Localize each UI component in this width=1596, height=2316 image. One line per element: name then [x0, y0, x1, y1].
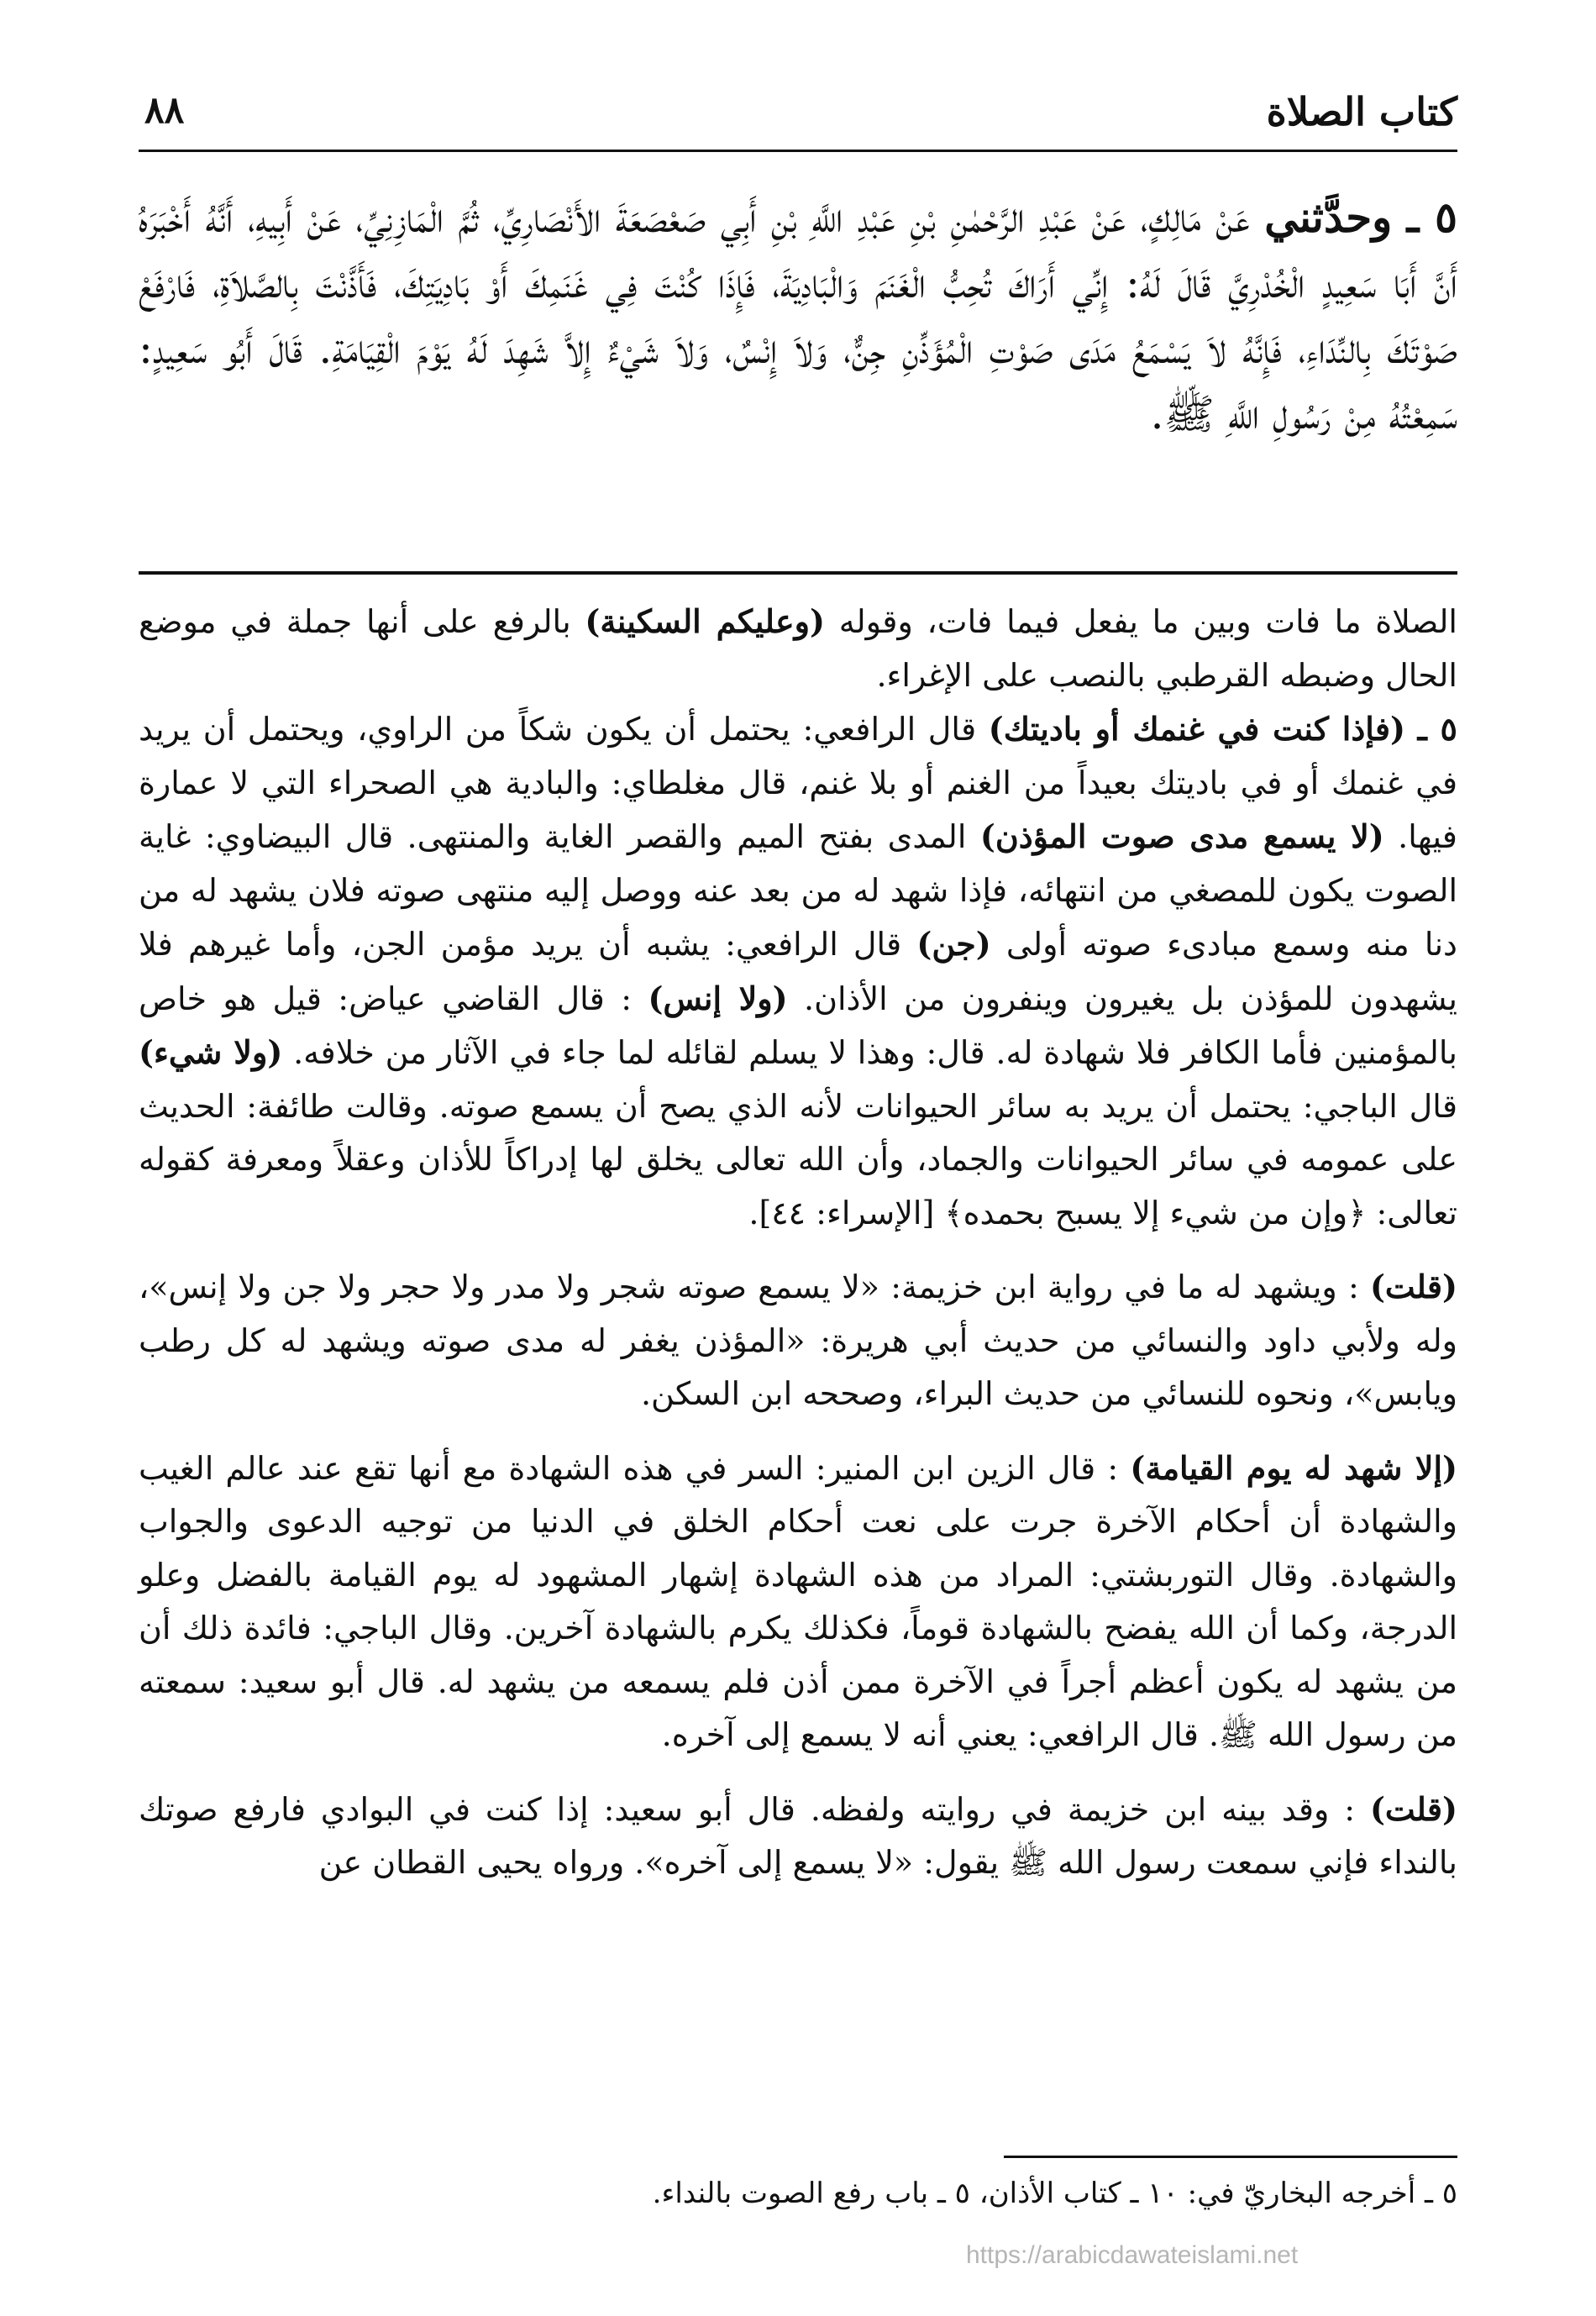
commentary-keyword: (إلا شهد له يوم القيامة)	[1130, 1448, 1457, 1487]
commentary-text: الصلاة ما فات وبين ما يفعل فيما فات، وقوله	[838, 603, 1457, 640]
header-rule	[139, 150, 1457, 152]
page-number: ٨٨	[144, 89, 185, 132]
commentary-paragraph	[139, 702, 1457, 1240]
commentary-text: قال الرافعي: يحتمل أن يكون شكاً من الراوي، ويحتمل أن يريد في غنمك أو في باديتك بعيداً من الغنم أو بلا غنم، قال مغلطاي: والبادية هي الصحراء التي لا عمارة فيها.	[139, 711, 1457, 855]
commentary-keyword: (لا يسمع مدى صوت المؤذن)	[979, 817, 1384, 855]
commentary-keyword: (ولا إنس)	[648, 979, 788, 1017]
commentary-text: : قال الزين ابن المنير: السر في هذه الشهادة مع أنها تقع عند عالم الغيب والشهادة أن أحكام الآخرة جرت على نعت أحكام الخلق في الدنيا من توجيه الدعوى والجواب والشهادة. وقال التوربشتي: المراد من هذه الشهادة إشهار المشهود له يوم القيامة بالفضل وعلو الدرجة، وكما أن الله يفضح بالشهادة قوماً، فكذلك يكرم بالشهادة آخرين. وقال الباجي: فائدة ذلك أن من يشهد له يكون أعظم أجراً في الآخرة ممن أذن فلم يسمعه من يشهد له. قال أبو سعيد: سمعته من رسول الله ﷺ. قال الرافعي: يعني أنه لا يسمع إلى آخره.	[139, 1449, 1457, 1753]
commentary-text: بالرفع على أنها جملة في موضع الحال وضبطه القرطبي بالنصب على الإغراء.	[139, 603, 1457, 694]
commentary-paragraph	[139, 1260, 1457, 1421]
commentary-text: : ويشهد له ما في رواية ابن خزيمة: «لا يسمع صوته شجر ولا مدر ولا حجر ولا جن ولا إنس»، وله ولأبي داود والنسائي من حديث أبي هريرة: «المؤذن يغفر له مدى صوته ويشهد له كل رطب ويابس»، ونحوه للنسائي من حديث البراء، وصححه ابن السكن.	[139, 1268, 1457, 1412]
commentary-keyword: (وعليكم السكينة)	[585, 602, 825, 640]
commentary-text: : وقد بينه ابن خزيمة في روايته ولفظه. قال أبو سعيد: إذا كنت في البوادي فارفع صوتك بالنداء فإني سمعت رسول الله ﷺ يقول: «لا يسمع إلى آخره». ورواه يحيى القطان عن	[139, 1790, 1457, 1881]
commentary-block	[139, 595, 1457, 1890]
footnote: ٥ ـ أخرجه البخاريّ في: ١٠ ـ كتاب الأذان، ٥ ـ باب رفع الصوت بالنداء.	[652, 2177, 1457, 2210]
commentary-keyword: (جن)	[916, 925, 991, 963]
commentary-paragraph	[139, 595, 1457, 702]
commentary-keyword: (فإذا كنت في غنمك أو باديتك)	[988, 710, 1405, 748]
hadith-lead-word: وحدَّثني	[1264, 192, 1393, 242]
commentary-text: المدى بفتح الميم والقصر الغاية والمنتهى. قال البيضاوي: غاية الصوت يكون للمصغي من انتهائه، فإذا شهد له من بعد عنه ووصل إليه منتهى صوته فلان يشهد له من دنا منه وسمع مبادىء صوته أولى	[139, 818, 1457, 963]
hadith-number: ٥ ـ	[1406, 192, 1457, 242]
commentary-keyword: (قلت)	[1369, 1789, 1457, 1828]
commentary-number: ٥ ـ	[1417, 710, 1457, 748]
hadith-text-block	[139, 185, 1457, 447]
commentary-keyword: (قلت)	[1369, 1268, 1457, 1305]
hadith-body: عَنْ مَالِكٍ، عَنْ عَبْدِ الرَّحْمٰنِ بْنِ عَبْدِ اللَّهِ بْنِ أَبِي صَعْصَعَةَ الأَنْصَارِيِّ، ثُمَّ الْمَازِنِيِّ، عَنْ أَبِيهِ، أَنَّهُ أَخْبَرَهُ أَنَّ أَبَا سَعِيدٍ الْخُدْرِيَّ قَالَ لَهُ: إِنِّي أَرَاكَ تُحِبُّ الْغَنَمَ وَالْبَادِيَةَ، فَإِذَا كُنْتَ فِي غَنَمِكَ أَوْ بَادِيَتِكَ، فَأَذَّنْتَ بِالصَّلاَةِ، فَارْفَعْ صَوْتَكَ بِالنِّدَاءِ، فَإِنَّهُ لاَ يَسْمَعُ مَدَى صَوْتِ الْمُؤَذِّنِ جِنٌّ، وَلاَ إِنْسٌ، وَلاَ شَيْءٌ إِلاَّ شَهِدَ لَهُ يَوْمَ الْقِيَامَةِ. قَالَ أَبُو سَعِيدٍ: سَمِعْتُهُ مِنْ رَسُولِ اللَّهِ ﷺ.	[139, 193, 1457, 439]
commentary-text: قال الرافعي: يشبه أن يريد مؤمن الجن، وأما غيرهم فلا يشهدون للمؤذن بل يغيرون وينفرون من الأذان.	[139, 926, 1457, 1017]
commentary-paragraph	[139, 1442, 1457, 1762]
commentary-paragraph	[139, 1783, 1457, 1890]
footnote-rule	[1004, 2156, 1457, 2158]
running-header-title: كتاب الصلاة	[1266, 89, 1457, 134]
commentary-keyword: (ولا شيء)	[139, 1033, 283, 1071]
commentary-text: : قال القاضي عياض: قيل هو خاص بالمؤمنين فأما الكافر فلا شهادة له. قال: وهذا لا يسلم لقائله لما جاء في الآثار من خلافه.	[139, 979, 1457, 1071]
watermark-url: https://arabicdawateislami.net	[966, 2241, 1299, 2269]
hadith-separator-rule	[139, 571, 1457, 575]
commentary-text: قال الباجي: يحتمل أن يريد به سائر الحيوانات لأنه الذي يصح أن يسمع صوته. وقالت طائفة: الحديث على عمومه في سائر الحيوانات والجماد، وأن الله تعالى يخلق لها إدراكاً للأذان وعقلاً ومعرفة كقوله تعالى: ﴿وإن من شيء إلا يسبح بحمده﴾ [الإسراء: ٤٤].	[139, 1087, 1457, 1232]
